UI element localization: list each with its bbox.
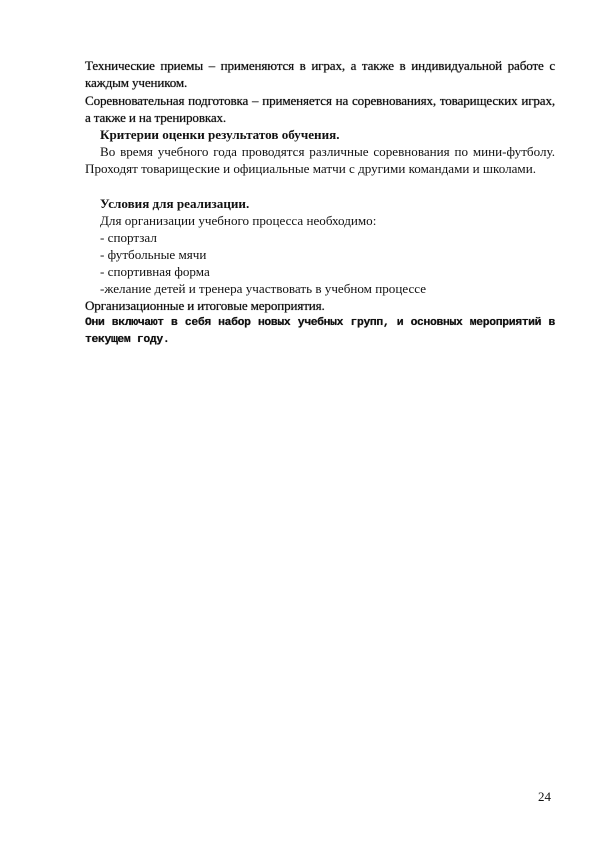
list-item-gym: - спортзал — [100, 230, 157, 245]
paragraph-competitive-training: Соревновательная подготовка – применяется на соревнованиях, товарищеских играх, а также и на тренировках. — [85, 93, 555, 126]
list-item-uniform: - спортивная форма — [100, 264, 210, 279]
paragraph-learning-criteria: Во время учебного года проводятся различные соревнования по мини-футболу. Проходят товарищеские и официальные матчи с другими командами и школами. — [85, 144, 555, 177]
list-item-balls: - футбольные мячи — [100, 247, 207, 262]
paragraph-organizational-events: Они включают в себя набор новых учебных групп, и основных мероприятий в текущем году. — [85, 317, 555, 347]
paragraph-conditions-intro: Для организации учебного процесса необходимо: — [100, 213, 377, 228]
page-number: 24 — [538, 789, 551, 804]
list-item-desire: -желание детей и тренера участвовать в учебном процессе — [100, 281, 427, 296]
heading-learning-criteria: Критерии оценки результатов обучения. — [100, 127, 340, 142]
heading-organizational-events: Организационные и итоговые мероприятия. — [85, 298, 325, 313]
paragraph-technical-techniques: Технические приемы – применяются в играх, а также в индивидуальной работе с каждым учеником. — [85, 58, 555, 91]
heading-implementation-conditions: Условия для реализации. — [100, 196, 250, 211]
